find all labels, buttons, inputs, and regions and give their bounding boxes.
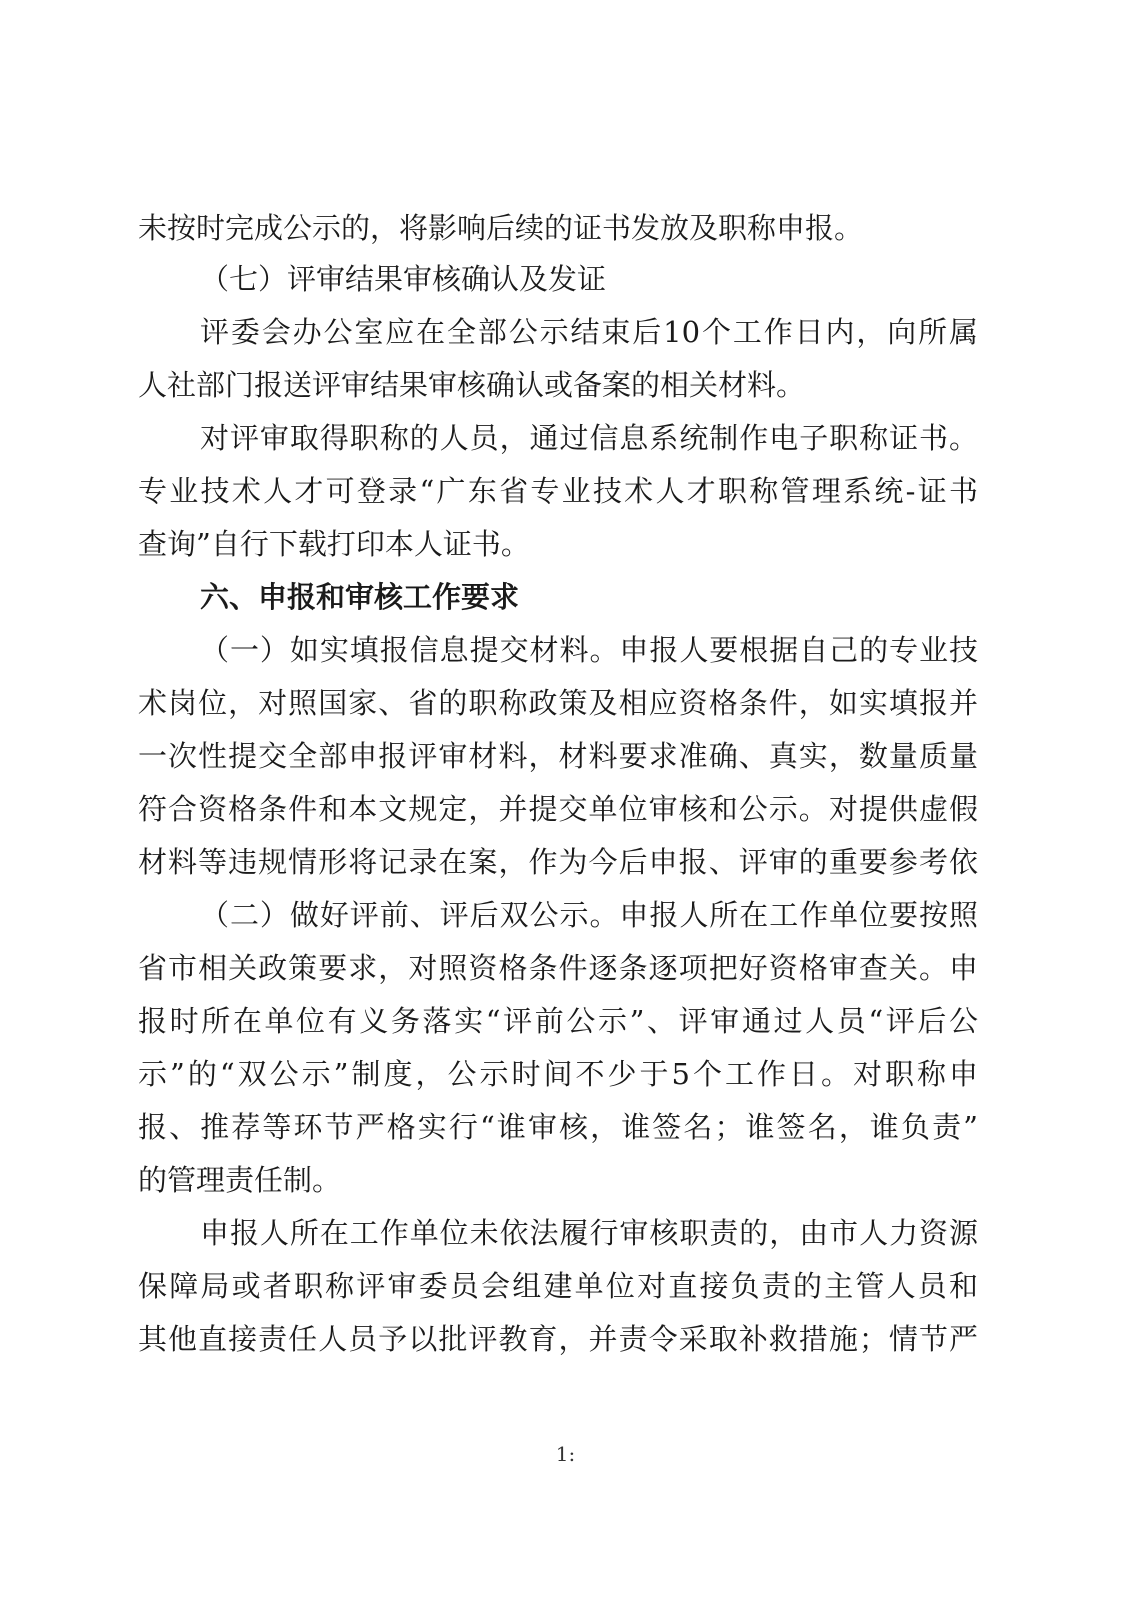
paragraph-line: 材料等违规情形将记录在案，作为今后申报、评审的重要参考依 bbox=[138, 845, 978, 879]
paragraph-line: （二）做好评前、评后双公示。申报人所在工作单位要按照 bbox=[200, 898, 978, 932]
paragraph-line: 报、推荐等环节严格实行“谁审核，谁签名；谁签名，谁负责” bbox=[138, 1110, 978, 1144]
paragraph-line: 评委会办公室应在全部公示结束后10个工作日内，向所属 bbox=[200, 315, 978, 349]
section-heading-seven: （七）评审结果审核确认及发证 bbox=[200, 262, 607, 296]
paragraph-line: 术岗位，对照国家、省的职称政策及相应资格条件，如实填报并 bbox=[138, 686, 978, 720]
paragraph-line: 保障局或者职称评审委员会组建单位对直接负责的主管人员和 bbox=[138, 1269, 978, 1303]
paragraph-line: 示”的“双公示”制度，公示时间不少于5个工作日。对职称申 bbox=[138, 1057, 978, 1091]
paragraph-line: 查询”自行下载打印本人证书。 bbox=[138, 527, 530, 561]
paragraph-line: 一次性提交全部申报评审材料，材料要求准确、真实，数量质量 bbox=[138, 739, 978, 773]
chapter-heading-six: 六、申报和审核工作要求 bbox=[200, 580, 520, 614]
paragraph-line: 申报人所在工作单位未依法履行审核职责的，由市人力资源 bbox=[200, 1216, 978, 1250]
paragraph-line: （一）如实填报信息提交材料。申报人要根据自己的专业技 bbox=[200, 633, 978, 667]
paragraph-line: 专业技术人才可登录“广东省专业技术人才职称管理系统-证书 bbox=[138, 474, 978, 508]
paragraph-line: 对评审取得职称的人员，通过信息系统制作电子职称证书。 bbox=[200, 421, 978, 455]
paragraph-line: 省市相关政策要求，对照资格条件逐条逐项把好资格审查关。申 bbox=[138, 951, 978, 985]
paragraph-line-continuation: 未按时完成公示的，将影响后续的证书发放及职称申报。 bbox=[138, 211, 864, 245]
page-number: 1: bbox=[555, 1442, 576, 1466]
paragraph-line: 符合资格条件和本文规定，并提交单位审核和公示。对提供虚假 bbox=[138, 792, 978, 826]
paragraph-line: 的管理责任制。 bbox=[138, 1163, 342, 1197]
paragraph-line: 其他直接责任人员予以批评教育，并责令采取补救措施；情节严 bbox=[138, 1322, 978, 1356]
paragraph-line: 人社部门报送评审结果审核确认或备案的相关材料。 bbox=[138, 368, 806, 402]
paragraph-line: 报时所在单位有义务落实“评前公示”、评审通过人员“评后公 bbox=[138, 1004, 978, 1038]
